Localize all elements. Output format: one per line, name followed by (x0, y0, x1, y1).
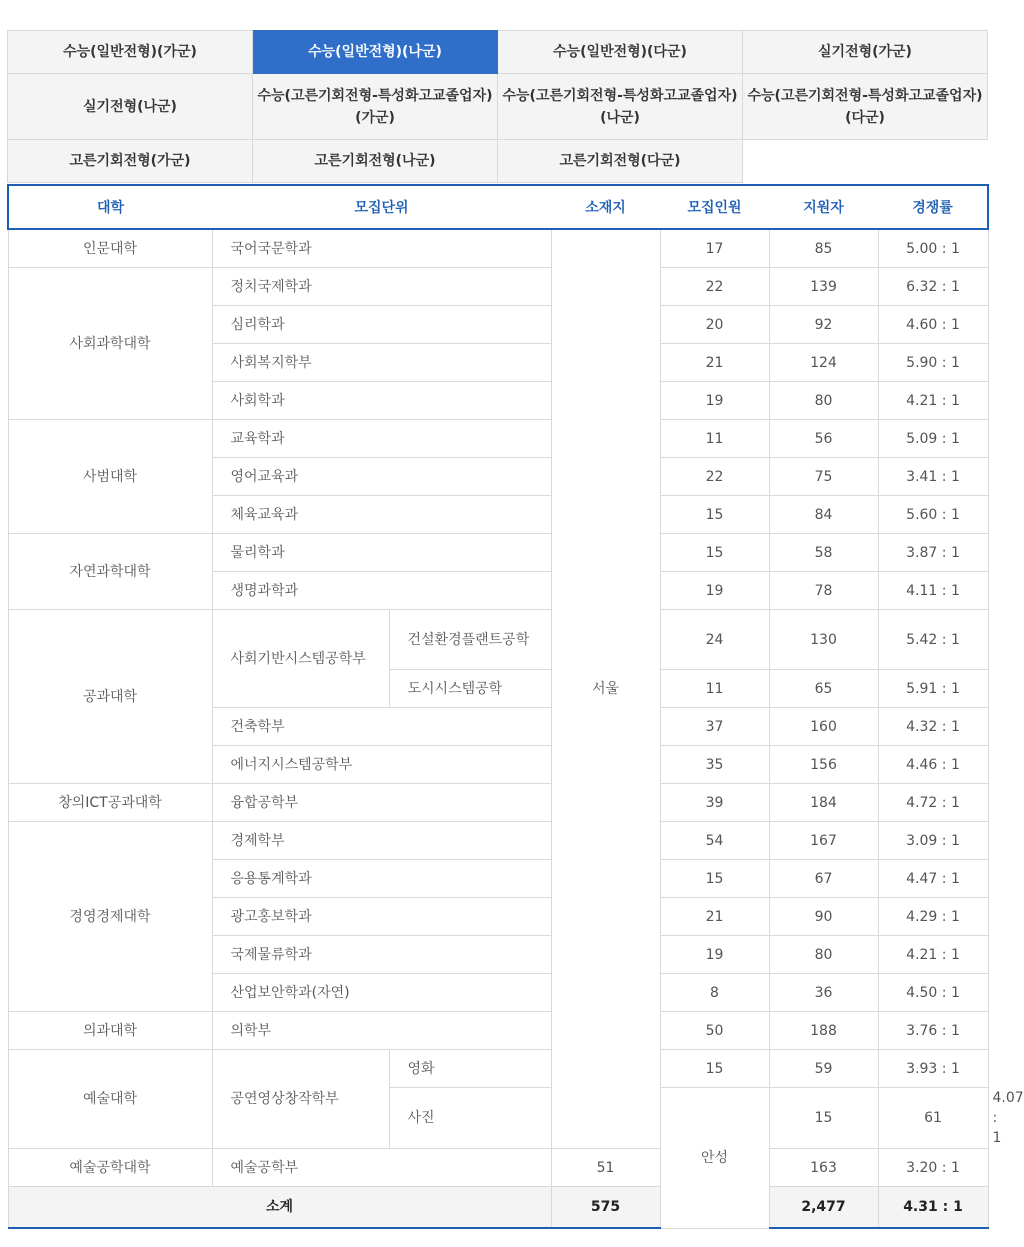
quota-cell: 15 (660, 860, 769, 898)
header-unit: 모집단위 (212, 185, 551, 229)
admission-type-tabs (7, 30, 988, 183)
applicants-cell: 184 (769, 784, 878, 822)
quota-cell: 15 (660, 496, 769, 534)
tab-practical-na[interactable]: 실기전형(나군) (8, 74, 253, 140)
rate-cell: 4.46 : 1 (878, 746, 988, 784)
header-location: 소재지 (551, 185, 660, 229)
table-row (8, 610, 988, 670)
tab-suneung-equal-vocational-da[interactable]: 수능(고른기회전형-특성화고교졸업자)(다군) (743, 74, 988, 140)
rate-cell: 6.32 : 1 (878, 268, 988, 306)
tab-suneung-general-ga[interactable]: 수능(일반전형)(가군) (8, 31, 253, 74)
applicants-cell: 163 (769, 1149, 878, 1187)
table-row (8, 784, 988, 822)
quota-cell: 39 (660, 784, 769, 822)
unit-cell: 정치국제학과 (212, 268, 551, 306)
applicants-cell: 67 (769, 860, 878, 898)
applicants-cell: 139 (769, 268, 878, 306)
unit-cell: 물리학과 (212, 534, 551, 572)
unit-cell: 사회학과 (212, 382, 551, 420)
applicants-cell: 65 (769, 670, 878, 708)
unit-cell: 사회기반시스템공학부 (212, 610, 389, 708)
quota-cell: 15 (660, 1050, 769, 1088)
unit-cell: 교육학과 (212, 420, 551, 458)
table-row: 사진 안성 15 61 4.07 : 1 (8, 1088, 988, 1149)
quota-cell: 19 (660, 572, 769, 610)
applicants-cell: 92 (769, 306, 878, 344)
college-cell: 인문대학 (8, 229, 212, 268)
competition-rate-table (7, 184, 1024, 1229)
header-applicants: 지원자 (769, 185, 878, 229)
applicants-cell: 124 (769, 344, 878, 382)
unit-cell: 광고홍보학과 (212, 898, 551, 936)
quota-cell: 21 (660, 898, 769, 936)
quota-cell: 37 (660, 708, 769, 746)
total-quota: 575 (551, 1187, 660, 1229)
unit-cell: 산업보안학과(자연) (212, 974, 551, 1012)
college-cell: 의과대학 (8, 1012, 212, 1050)
applicants-cell: 80 (769, 936, 878, 974)
rate-cell: 4.21 : 1 (878, 936, 988, 974)
unit-cell: 공연영상창작학부 (212, 1050, 389, 1149)
table-header-row (8, 185, 988, 229)
unit-cell: 건축학부 (212, 708, 551, 746)
unit-cell: 예술공학부 (212, 1149, 551, 1187)
header-quota: 모집인원 (660, 185, 769, 229)
total-label: 소계 (8, 1187, 551, 1229)
quota-cell: 21 (660, 344, 769, 382)
rate-cell: 3.87 : 1 (878, 534, 988, 572)
quota-cell: 19 (660, 382, 769, 420)
applicants-cell: 56 (769, 420, 878, 458)
rate-cell: 4.21 : 1 (878, 382, 988, 420)
tab-suneung-equal-vocational-na[interactable]: 수능(고른기회전형-특성화고교졸업자)(나군) (498, 74, 743, 140)
rate-cell: 3.93 : 1 (878, 1050, 988, 1088)
applicants-cell: 78 (769, 572, 878, 610)
quota-cell: 51 (551, 1149, 660, 1187)
college-cell: 자연과학대학 (8, 534, 212, 610)
sub-unit-cell: 영화 (389, 1050, 551, 1088)
unit-cell: 국어국문학과 (212, 229, 551, 268)
location-cell: 안성 (660, 1088, 769, 1229)
rate-cell: 4.32 : 1 (878, 708, 988, 746)
quota-cell: 24 (660, 610, 769, 670)
rate-cell: 5.90 : 1 (878, 344, 988, 382)
quota-cell: 35 (660, 746, 769, 784)
unit-cell: 국제물류학과 (212, 936, 551, 974)
rate-cell: 4.11 : 1 (878, 572, 988, 610)
applicants-cell: 80 (769, 382, 878, 420)
total-rate: 4.31 : 1 (878, 1187, 988, 1229)
rate-cell: 3.09 : 1 (878, 822, 988, 860)
location-cell: 서울 (551, 229, 660, 1149)
college-cell: 사범대학 (8, 420, 212, 534)
rate-cell: 5.00 : 1 (878, 229, 988, 268)
applicants-cell: 156 (769, 746, 878, 784)
rate-cell: 3.20 : 1 (878, 1149, 988, 1187)
quota-cell: 17 (660, 229, 769, 268)
rate-cell: 5.42 : 1 (878, 610, 988, 670)
rate-cell: 4.29 : 1 (878, 898, 988, 936)
tab-equal-opportunity-da[interactable]: 고른기회전형(다군) (498, 140, 743, 183)
sub-unit-cell: 사진 (389, 1088, 551, 1149)
college-cell: 경영경제대학 (8, 822, 212, 1012)
applicants-cell: 84 (769, 496, 878, 534)
quota-cell: 20 (660, 306, 769, 344)
unit-cell: 심리학과 (212, 306, 551, 344)
rate-cell: 5.91 : 1 (878, 670, 988, 708)
college-cell: 사회과학대학 (8, 268, 212, 420)
sub-unit-cell: 도시시스템공학 (389, 670, 551, 708)
rate-cell: 4.72 : 1 (878, 784, 988, 822)
quota-cell: 22 (660, 268, 769, 306)
rate-cell: 4.50 : 1 (878, 974, 988, 1012)
applicants-cell: 167 (769, 822, 878, 860)
applicants-cell: 90 (769, 898, 878, 936)
table-row (8, 1149, 988, 1187)
college-cell: 예술대학 (8, 1050, 212, 1149)
applicants-cell: 58 (769, 534, 878, 572)
header-rate: 경쟁률 (878, 185, 988, 229)
unit-cell: 융합공학부 (212, 784, 551, 822)
rate-cell: 4.60 : 1 (878, 306, 988, 344)
applicants-cell: 85 (769, 229, 878, 268)
quota-cell: 15 (660, 534, 769, 572)
tab-suneung-equal-vocational-ga[interactable]: 수능(고른기회전형-특성화고교졸업자)(가군) (253, 74, 498, 140)
unit-cell: 에너지시스템공학부 (212, 746, 551, 784)
unit-cell: 생명과학과 (212, 572, 551, 610)
quota-cell: 8 (660, 974, 769, 1012)
quota-cell: 11 (660, 420, 769, 458)
unit-cell: 경제학부 (212, 822, 551, 860)
rate-cell: 4.47 : 1 (878, 860, 988, 898)
table-row (8, 229, 988, 268)
tab-practical-ga[interactable]: 실기전형(가군) (743, 31, 988, 74)
unit-cell: 응용통계학과 (212, 860, 551, 898)
college-cell: 공과대학 (8, 610, 212, 784)
table-row (8, 1050, 988, 1088)
sub-unit-cell: 건설환경플랜트공학 (389, 610, 551, 670)
table-row (8, 420, 988, 458)
unit-cell: 사회복지학부 (212, 344, 551, 382)
rate-cell: 5.09 : 1 (878, 420, 988, 458)
applicants-cell: 188 (769, 1012, 878, 1050)
tab-suneung-general-da[interactable]: 수능(일반전형)(다군) (498, 31, 743, 74)
unit-cell: 영어교육과 (212, 458, 551, 496)
tab-suneung-general-na[interactable]: 수능(일반전형)(나군) (253, 31, 498, 74)
quota-cell: 19 (660, 936, 769, 974)
quota-cell: 22 (660, 458, 769, 496)
rate-cell: 3.41 : 1 (878, 458, 988, 496)
quota-cell: 54 (660, 822, 769, 860)
table-row (8, 822, 988, 860)
total-row (8, 1187, 988, 1229)
table-row (8, 268, 988, 306)
tab-equal-opportunity-na[interactable]: 고른기회전형(나군) (253, 140, 498, 183)
table-row (8, 1012, 988, 1050)
applicants-cell: 130 (769, 610, 878, 670)
tab-empty-slot (743, 140, 988, 183)
college-cell: 예술공학대학 (8, 1149, 212, 1187)
unit-cell: 체육교육과 (212, 496, 551, 534)
total-applicants: 2,477 (769, 1187, 878, 1229)
tab-equal-opportunity-ga[interactable]: 고른기회전형(가군) (8, 140, 253, 183)
quota-cell: 50 (660, 1012, 769, 1050)
applicants-cell: 59 (769, 1050, 878, 1088)
header-college: 대학 (8, 185, 212, 229)
quota-cell: 15 (769, 1088, 878, 1149)
applicants-cell: 160 (769, 708, 878, 746)
rate-cell: 3.76 : 1 (878, 1012, 988, 1050)
rate-cell: 5.60 : 1 (878, 496, 988, 534)
applicants-cell: 36 (769, 974, 878, 1012)
applicants-cell: 75 (769, 458, 878, 496)
applicants-cell: 61 (878, 1088, 988, 1149)
college-cell: 창의ICT공과대학 (8, 784, 212, 822)
unit-cell: 의학부 (212, 1012, 551, 1050)
quota-cell: 11 (660, 670, 769, 708)
table-row (8, 534, 988, 572)
